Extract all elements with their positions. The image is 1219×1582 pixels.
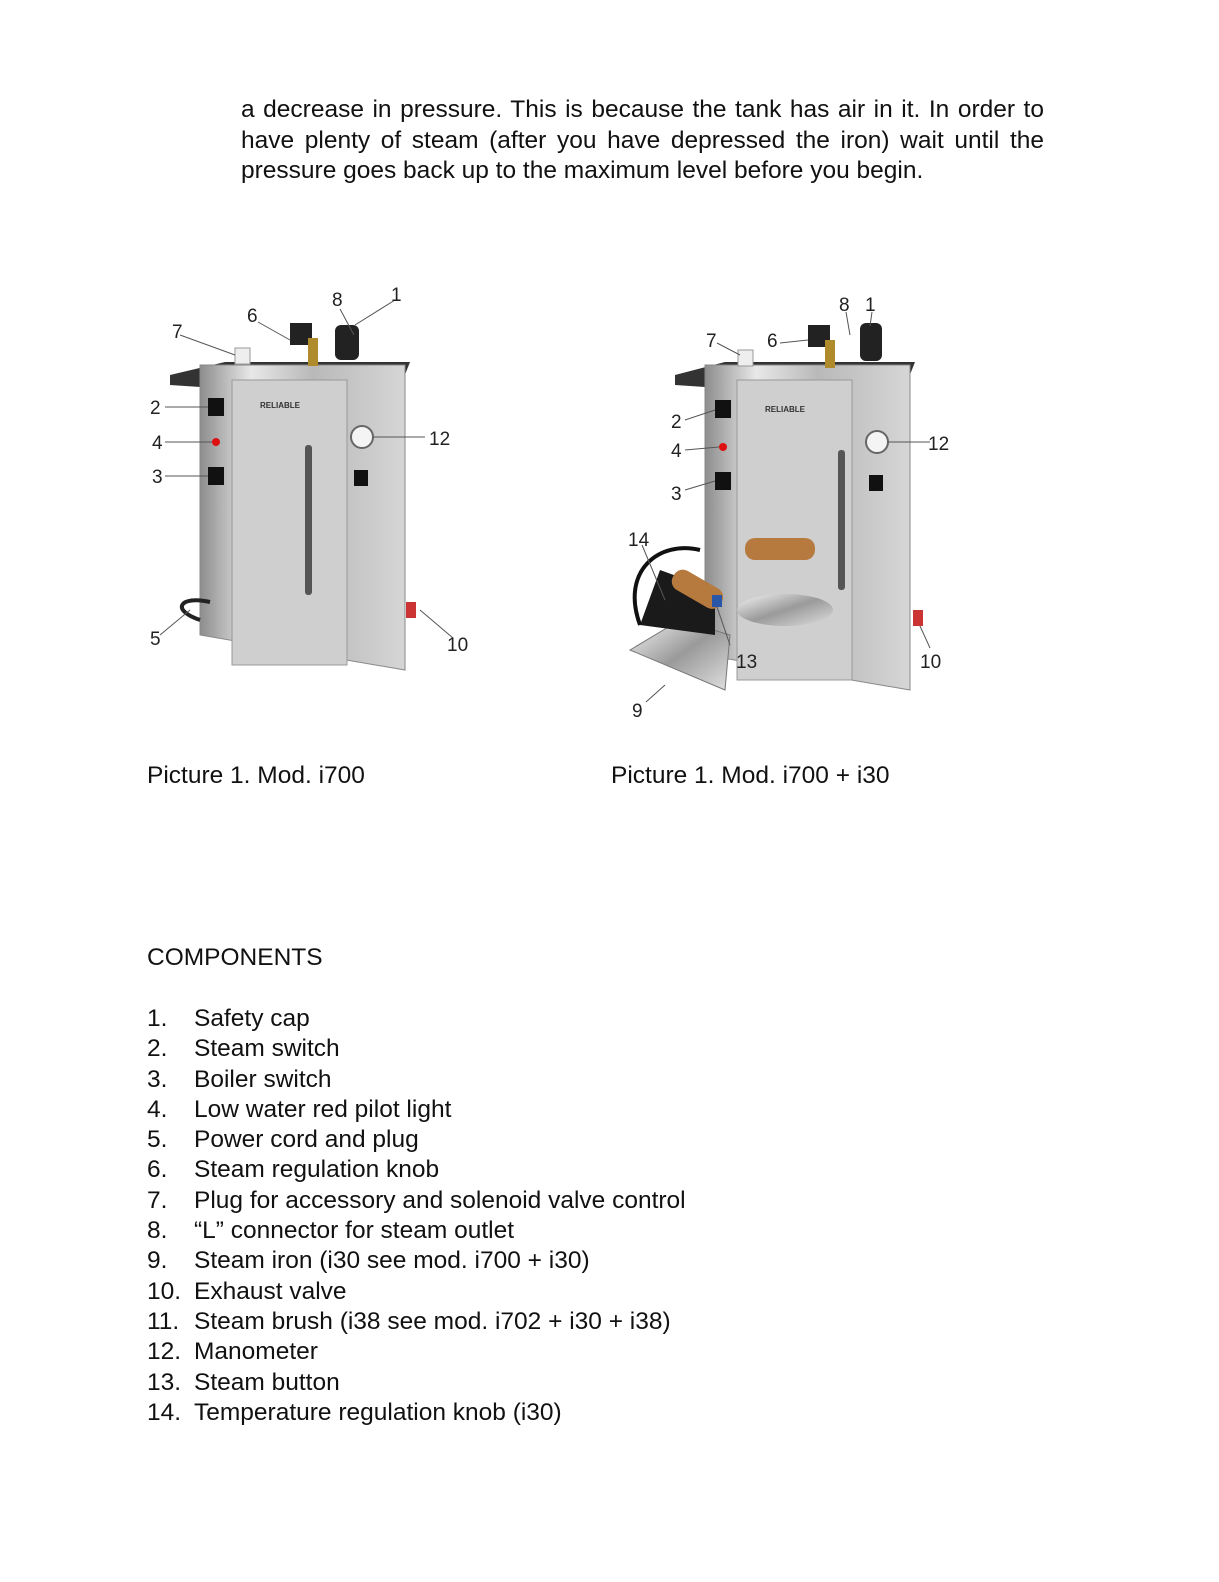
steam-switch-icon [208, 398, 224, 416]
boiler-switch-icon [715, 472, 731, 490]
manometer-icon [351, 426, 373, 448]
callout-13: 13 [736, 652, 758, 673]
callout-2: 2 [671, 412, 682, 433]
figure-caption-i700: Picture 1. Mod. i700 [147, 762, 365, 789]
callout-7: 7 [706, 331, 717, 352]
list-item: 10. Exhaust valve [147, 1277, 347, 1305]
brass-connector-icon [308, 338, 318, 366]
side-switch-icon [869, 475, 883, 491]
steam-generator-iron-illustration [620, 290, 965, 730]
callout-14: 14 [628, 530, 650, 551]
brand-label: RELIABLE [765, 405, 805, 414]
water-level-window [838, 450, 845, 590]
steam-button-icon [712, 595, 722, 607]
list-item: 14. Temperature regulation knob (i30) [147, 1398, 562, 1426]
list-item: 4. Low water red pilot light [147, 1095, 452, 1123]
exhaust-valve-icon [913, 610, 923, 626]
callout-12: 12 [928, 434, 950, 455]
callout-8: 8 [839, 295, 850, 316]
callout-1: 1 [391, 285, 402, 306]
front-panel [232, 380, 347, 665]
figure-i700 [140, 280, 485, 700]
list-item: 11. Steam brush (i38 see mod. i702 + i30 + i38) [147, 1307, 671, 1335]
exhaust-valve-icon [406, 602, 416, 618]
callout-4: 4 [671, 441, 682, 462]
list-item: 9. Steam iron (i30 see mod. i700 + i30) [147, 1247, 590, 1275]
steam-switch-icon [715, 400, 731, 418]
list-item: 3. Boiler switch [147, 1065, 332, 1093]
components-heading: COMPONENTS [147, 944, 323, 971]
back-iron-handle [745, 538, 815, 560]
accessory-plug-icon [235, 348, 250, 364]
brass-connector-icon [825, 340, 835, 368]
callout-5: 5 [150, 629, 161, 650]
callout-2: 2 [150, 398, 161, 419]
pilot-light-icon [212, 438, 220, 446]
brand-label: RELIABLE [260, 401, 300, 410]
callout-6: 6 [247, 306, 258, 327]
accessory-plug-icon [738, 350, 753, 366]
intro-paragraph: a decrease in pressure. This is because the tank has air in it. In order to have plenty of steam (after you have depressed the iron) wait until the pressure goes back up to the maximum level before you begin. [241, 96, 1044, 184]
callout-12: 12 [429, 429, 451, 450]
figure-i700-i30 [620, 290, 965, 730]
callout-4: 4 [152, 433, 163, 454]
pilot-light-icon [719, 443, 727, 451]
list-item: 12. Manometer [147, 1338, 318, 1366]
water-level-window [305, 445, 312, 595]
callout-10: 10 [447, 635, 469, 656]
list-item: 13. Steam button [147, 1368, 340, 1396]
front-panel [737, 380, 852, 680]
callout-10: 10 [920, 652, 942, 673]
callout-3: 3 [152, 467, 163, 488]
manometer-icon [866, 431, 888, 453]
callout-1: 1 [865, 295, 876, 316]
safety-cap-icon [860, 323, 882, 361]
list-item: 2. Steam switch [147, 1035, 340, 1063]
list-item: 1. Safety cap [147, 1005, 310, 1032]
back-iron-soleplate [737, 594, 833, 626]
callout-7: 7 [172, 322, 183, 343]
figure-caption-i700-i30: Picture 1. Mod. i700 + i30 [611, 762, 890, 789]
callout-9: 9 [632, 701, 643, 722]
list-item: 7. Plug for accessory and solenoid valve control [147, 1186, 686, 1214]
callout-6: 6 [767, 331, 778, 352]
safety-cap-icon [335, 325, 359, 360]
callout-3: 3 [671, 484, 682, 505]
list-item: 5. Power cord and plug [147, 1126, 419, 1154]
list-item: 6. Steam regulation knob [147, 1156, 440, 1184]
callout-8: 8 [332, 290, 343, 311]
side-switch-icon [354, 470, 368, 486]
steam-generator-illustration [140, 280, 485, 700]
components-list [147, 1004, 686, 1428]
list-item: 8. “L” connector for steam outlet [147, 1217, 515, 1245]
boiler-switch-icon [208, 467, 224, 485]
